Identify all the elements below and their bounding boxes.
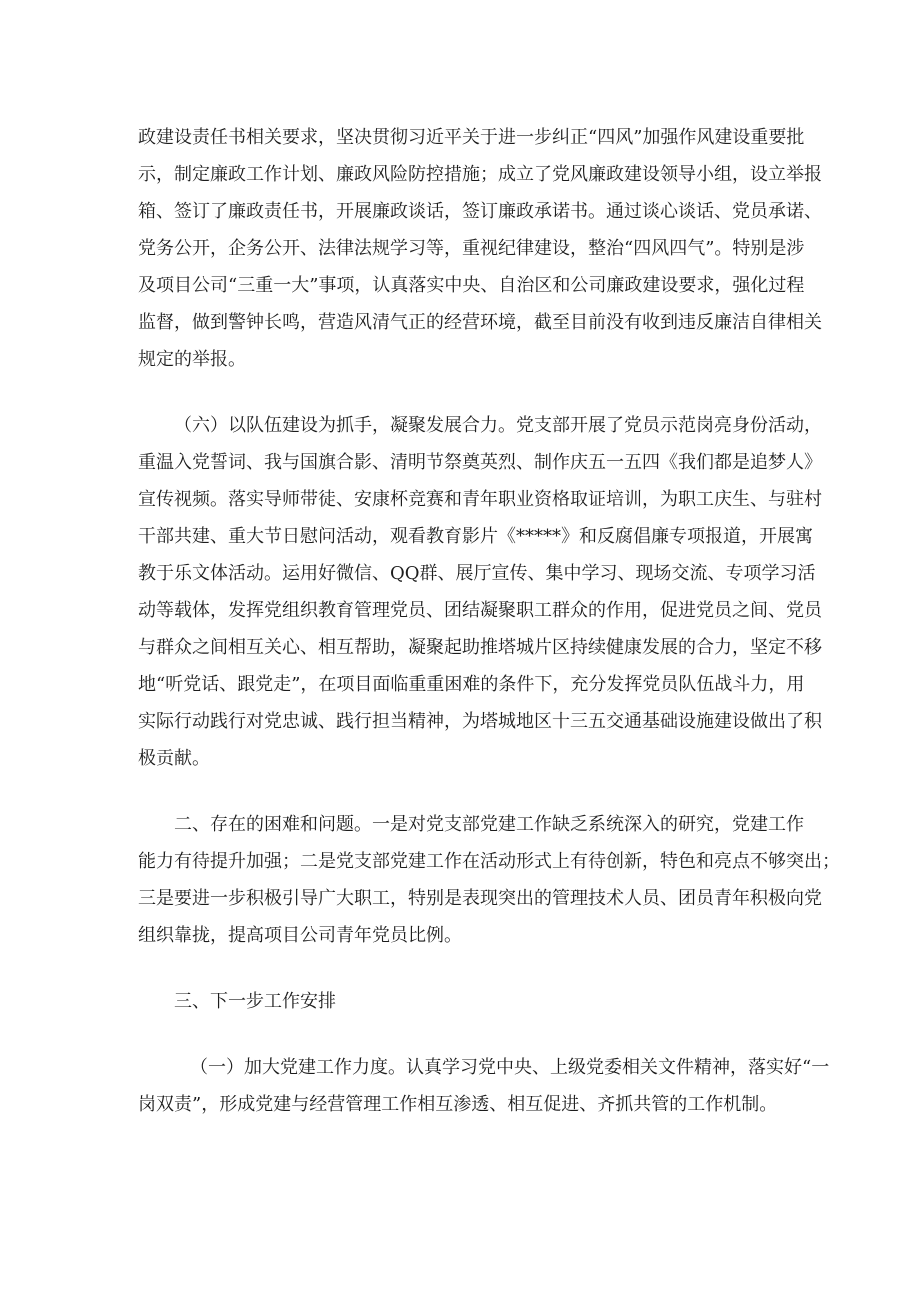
text-line: 教于乐文体活动。运用好微信、QQ群、展厅宣传、集中学习、现场交流、专项学习活 (138, 563, 816, 584)
text-line: 政建设责任书相关要求，坚决贯彻习近平关于进一步纠正“四风”加强作风建设重要批 (138, 127, 805, 148)
section-heading-next-steps (138, 983, 790, 1020)
text-line: 二、存在的困难和问题。一是对党支部党建工作缺乏系统深入的研究，党建工作 (174, 814, 804, 835)
paragraph-team-building (138, 407, 822, 777)
text-line: （一）加大党建工作力度。认真学习党中央、上级党委相关文件精神，落实好“一 (190, 1057, 830, 1078)
text-line: 重温入党誓词、我与国旗合影、清明节祭奠英烈、制作庆五一五四《我们都是追梦人》 (138, 452, 822, 473)
text-line: 地“听党话、跟党走”，在项目面临重重困难的条件下，充分发挥党员队伍战斗力，用 (138, 674, 805, 695)
text-line: 规定的举报。 (138, 349, 246, 370)
text-line: 组织靠拢，提高项目公司青年党员比例。 (138, 925, 462, 946)
paragraph-problems (138, 806, 840, 954)
text-line: 实际行动践行对党忠诚、践行担当精神，为塔城地区十三五交通基础设施建设做出了积 (138, 711, 822, 732)
text-line: 能力有待提升加强；二是党支部党建工作在活动形式上有待创新，特色和亮点不够突出； (138, 851, 840, 872)
document-body (138, 119, 840, 1152)
text-line: 箱、签订了廉政责任书，开展廉政谈话，签订廉政承诺书。通过谈心谈话、党员承诺、 (138, 201, 822, 222)
text-line: 干部共建、重大节日慰问活动，观看教育影片《*****》和反腐倡廉专项报道，开展寓 (138, 526, 813, 547)
paragraph-integrity-building (138, 119, 822, 378)
text-line: 三是要进一步积极引导广大职工，特别是表现突出的管理技术人员、团员青年积极向党 (138, 888, 822, 909)
text-line: 动等载体，发挥党组织教育管理党员、团结凝聚职工群众的作用，促进党员之间、党员 (138, 600, 822, 621)
text-line: 监督，做到警钟长鸣，营造风清气正的经营环境，截至目前没有收到违反廉洁自律相关 (138, 312, 822, 333)
text-line: 党务公开，企务公开、法律法规学习等，重视纪律建设，整治“四风四气”。特别是涉 (138, 238, 805, 259)
text-line: （六）以队伍建设为抓手，凝聚发展合力。党支部开展了党员示范岗亮身份活动， (174, 415, 822, 436)
text-line: 极贡献。 (138, 748, 210, 769)
text-line: 与群众之间相互关心、相互帮助，凝聚起助推塔城片区持续健康发展的合力，坚定不移 (138, 637, 822, 658)
heading-line: 三、下一步工作安排 (174, 991, 336, 1012)
text-line: 宣传视频。落实导师带徒、安康杯竞赛和青年职业资格取证培训，为职工庆生、与驻村 (138, 489, 822, 510)
text-line: 岗双责”，形成党建与经营管理工作相互渗透、相互促进、齐抓共管的工作机制。 (138, 1094, 778, 1115)
text-line: 及项目公司“三重一大”事项，认真落实中央、自治区和公司廉政建设要求，强化过程 (138, 275, 805, 296)
text-line: 示，制定廉政工作计划、廉政风险防控措施；成立了党风廉政建设领导小组，设立举报 (138, 164, 822, 185)
paragraph-party-work (138, 1049, 830, 1123)
